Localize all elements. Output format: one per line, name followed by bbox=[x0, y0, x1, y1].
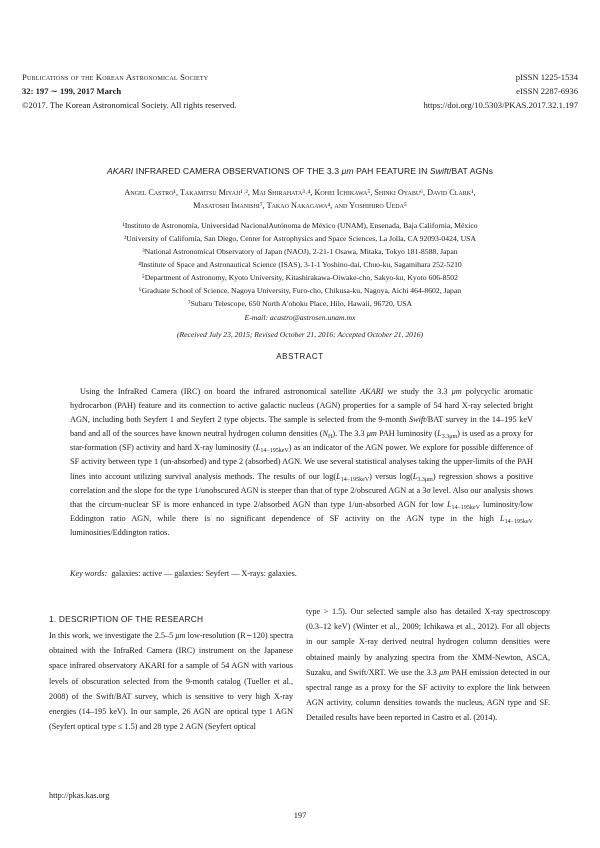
paper-title bbox=[0, 166, 600, 176]
affiliation-2: ²University of California, San Diego, Center for Astrophysics and Space Sciences, La Jolla, CA 92093-0424, USA bbox=[123, 234, 477, 243]
left-column: In this work, we investigate the 2.5–5 μm low-resolution (R∼120) spectra obtained with the InfraRed Camera (IRC) instrument on the Japanese space infrared observatory AKARI for a sample of 54 AGN with various levels of obscuration selected from the 9-month catalog (Tueller et al., 2008) of the Swift/BAT survey, which is sensitive to very high X-ray energies (14–195 keV). In our sample, 26 AGN are optical type 1 AGN (Seyfert optical type ≤ 1.5) and 28 type 2 AGN (Seyfert optical bbox=[49, 631, 293, 732]
pissn: pISSN 1225-1534 bbox=[515, 72, 578, 82]
keywords bbox=[70, 569, 533, 578]
right-column: type > 1.5). Our selected sample also has detailed X-ray spectroscopy (0.3–12 keV) (Winter et al., 2009; Ichikawa et al., 2012). For all objects in our sample X-ray derived neutral hydrogen column densities were obtained mainly by analyzing spectra from the XMM-Newton, ASCA, Suzaku, and Swift/XRT. We use the 3.3 μm PAH emission detected in our spectral range as a proxy for the SF activity to explore the link between AGN activity, column densities towards the nucleus, AGN type and SF. Detailed results have been reported in Castro et al. (2014). bbox=[306, 607, 550, 723]
title-text-3: /BAT AGNs bbox=[449, 166, 494, 176]
affiliation-4: ⁴Institute of Space and Astronautical Science (ISAS), 3-1-1 Yoshino-dai, Chuo-ku, Sagamihara 252-5210 bbox=[138, 260, 462, 269]
journal-url[interactable]: http://pkas.kas.org bbox=[49, 791, 110, 800]
section-heading: 1. DESCRIPTION OF THE RESEARCH bbox=[49, 614, 204, 624]
page-number: 197 bbox=[293, 811, 307, 820]
volume-line bbox=[22, 84, 121, 98]
affiliation-6: ⁶Graduate School of Science, Nagoya University, Furo-cho, Chikusa-ku, Nagoya, Aichi 464-8602, Japan bbox=[138, 286, 462, 295]
abstract-body: Using the InfraRed Camera (IRC) on board the infrared astronomical satellite AKARI we study the 3.3 μm polycyclic aromatic hydrocarbon (PAH) feature and its connection to active galactic nucleus (AGN) properties for a sample of 54 hard X-ray selected bright AGN, including both Seyfert 1 and Seyfert 2 type objects. The sample is selected from the 9-month Swift/BAT survey in the 14–195 keV band and all of the sources have known neutral hydrogen column densities $(N_H)$. The 3.3 μm PAH luminosity $(L_{3.3\mu m})$ is used as a proxy for star-formation (SF) activity and hard X-ray luminosity $(L_{14-195keV})$ as an indicator of the AGN power. We explore for possible difference of SF activity between type 1 (un-absorbed) and type 2 (absorbed) AGN. We use several statistical analyses taking the upper-limits of the PAH lines into account utilizing survival analysis methods. The results of our $\log(L_{14-195keV})$ versus $\log(L_{3.3\mu m})$ regression shows a positive correlation and the slope for the type 1/unobscured AGN is steeper than that of type 2/obscured AGN at a 3σ level. Also our analysis shows that the circum-nuclear SF is more enhanced in type 2/absorbed AGN than type 1/un-absorbed AGN for low $L_{14-195keV}$ luminosity/low Eddington ratio AGN, while there is no significant dependence of SF activity on the AGN type in the high $L_{14-195keV}$ luminosities/Eddington ratios. bbox=[70, 387, 534, 537]
title-akari: AKARI bbox=[106, 166, 134, 176]
affiliation-3: ³National Astronomical Observatory of Japan (NAOJ), 2-21-1 Osawa, Mitaka, Tokyo 181-8588, Japan bbox=[142, 247, 458, 256]
author-list-line-2: Masatoshi Imanishi⁷, Takao Nakagawa⁴, and Yoshihiro Ueda⁵ bbox=[193, 201, 407, 210]
copyright-line: ©2017. The Korean Astronomical Society. All rights reserved. bbox=[22, 100, 237, 110]
title-swift: Swift bbox=[429, 166, 450, 176]
keywords-text: galaxies: active — galaxies: Seyfert — X-rays: galaxies. bbox=[111, 569, 297, 578]
abstract-heading: ABSTRACT bbox=[276, 352, 324, 361]
affiliation-7: ⁷Subaru Telescope, 650 North A'ohoku Place, Hilo, Hawaii, 96720, USA bbox=[187, 299, 413, 308]
author-list-line-1: Angel Castro¹, Takamitsu Miyaji¹˒², Mai Shirahata³˒⁴, Kohei Ichikawa⁵, Shinki Oyabu⁶, David Clark¹, bbox=[124, 188, 476, 197]
journal-name: Publications of the Korean Astronomical Society bbox=[22, 72, 209, 82]
affiliation-5: ⁵Department of Astronomy, Kyoto University, Kitashirakawa-Oiwake-cho, Sakyo-ku, Kyoto 606-8502 bbox=[142, 273, 458, 282]
eissn: eISSN 2287-6936 bbox=[516, 86, 578, 96]
title-text-1: INFRARED CAMERA OBSERVATIONS OF THE 3.3 bbox=[133, 166, 342, 176]
keywords-label: Key words: bbox=[70, 569, 108, 578]
title-text-2: PAH FEATURE IN bbox=[353, 166, 430, 176]
email-line[interactable]: E-mail: acastro@astrosen.unam.mx bbox=[244, 313, 356, 322]
received-dates: (Received July 23, 2015; Revised October 21, 2016; Accepted October 21, 2016) bbox=[176, 330, 424, 339]
volume-number: 32: 197 ∼ 199, 2017 March bbox=[22, 86, 122, 96]
affiliation-1: ¹Instituto de Astronomía, Universidad NacionalAutónoma de México (UNAM), Ensenada, Baja California, México bbox=[122, 221, 478, 230]
doi-link[interactable]: https://doi.org/10.5303/PKAS.2017.32.1.197 bbox=[423, 100, 578, 110]
title-unit: μm bbox=[341, 166, 354, 176]
